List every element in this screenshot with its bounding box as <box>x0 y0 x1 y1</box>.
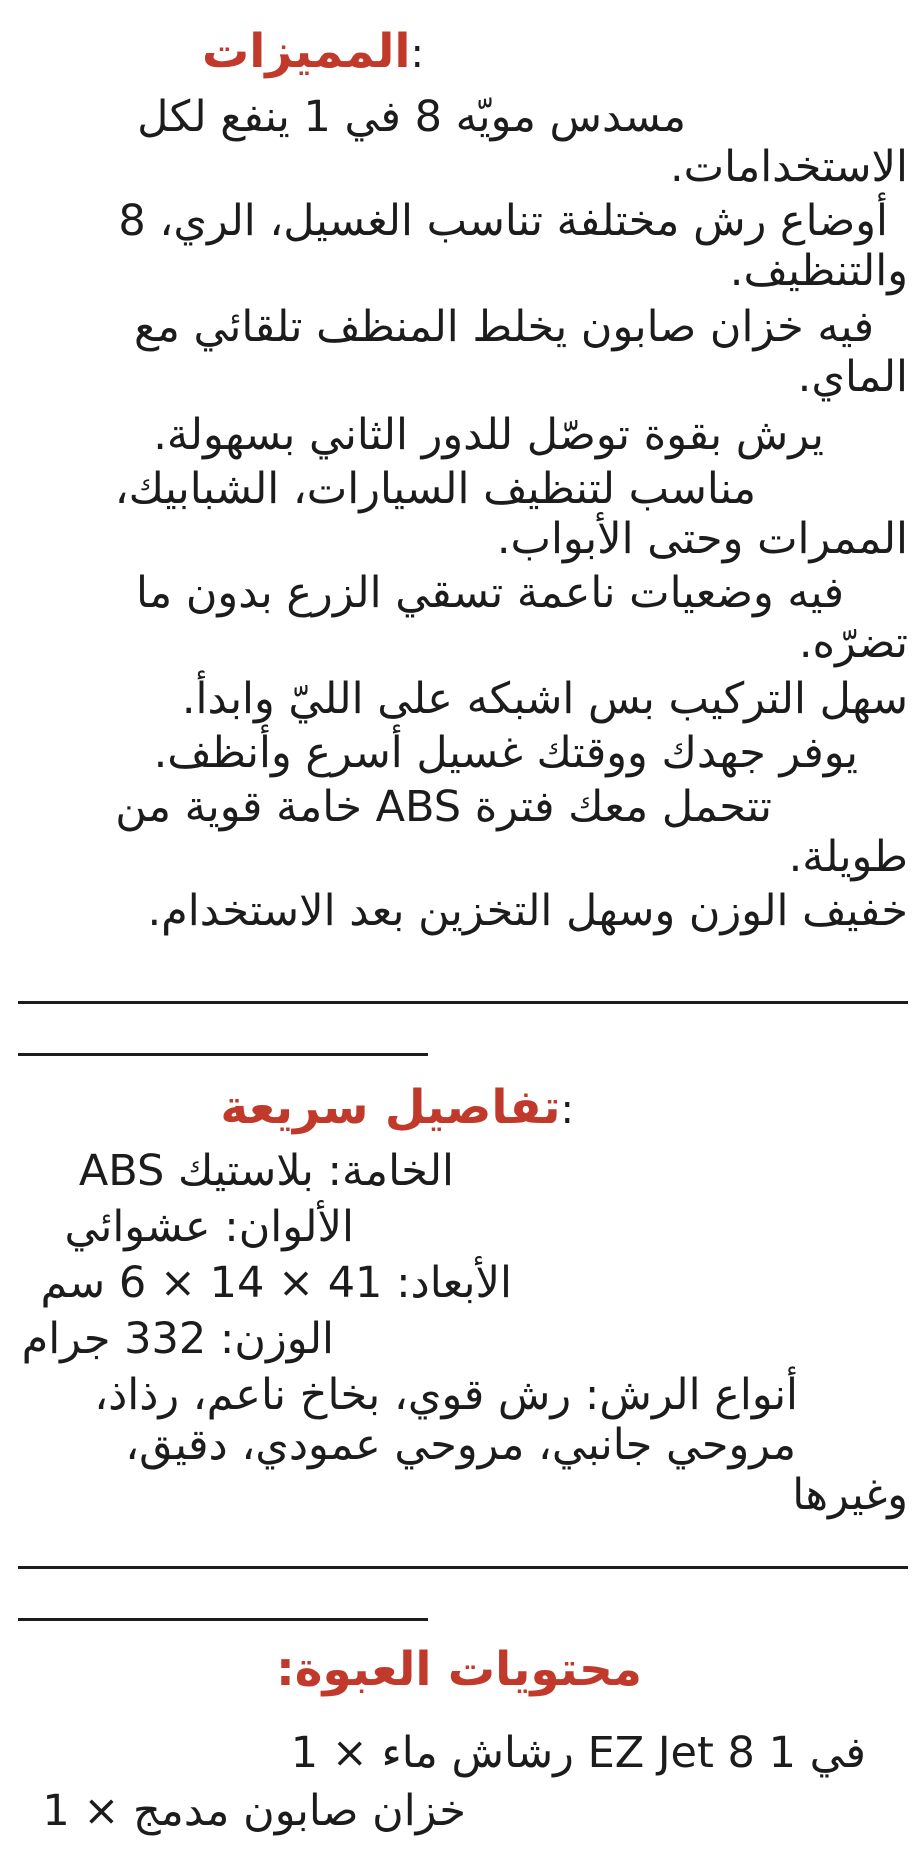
detail-line: ABS الخامة: بلاستيك <box>78 1146 454 1196</box>
feature-line: يوفر جهدك ووقتك غسيل أسرع وأنظف. <box>153 728 858 778</box>
feature-line: خفيف الوزن وسهل التخزين بعد الاستخدام. <box>147 886 908 936</box>
heading-colon: : <box>560 1087 574 1133</box>
feature-line: مسدس مويّه 8 في 1 ينفع لكل <box>137 92 686 142</box>
detail-line: الوزن: 332 جرام <box>21 1314 334 1364</box>
detail-line: الألوان: عشوائي <box>64 1202 354 1252</box>
detail-line: مروحي جانبي، مروحي عمودي، دقيق، <box>125 1420 796 1470</box>
feature-line: فيه وضعيات ناعمة تسقي الزرع بدون ما <box>136 568 844 618</box>
divider-short <box>18 1618 428 1621</box>
feature-line: يرش بقوة توصّل للدور الثاني بسهولة. <box>153 410 824 460</box>
feature-line: أوضاع رش مختلفة تناسب الغسيل، الري، 8 <box>118 196 888 246</box>
detail-line: وغيرها <box>792 1470 908 1520</box>
feature-line: فيه خزان صابون يخلط المنظف تلقائي مع <box>133 302 874 352</box>
divider-long <box>18 1566 908 1569</box>
feature-line: والتنظيف. <box>729 246 908 296</box>
feature-line: تضرّه. <box>798 618 908 668</box>
detail-line: الأبعاد: 41 × 14 × 6 سم <box>40 1258 512 1308</box>
heading-colon: : <box>410 31 424 77</box>
detail-line: أنواع الرش: رش قوي، بخاخ ناعم، رذاذ، <box>94 1370 798 1420</box>
divider-long <box>18 1001 908 1004</box>
feature-line: تتحمل معك فترة ABS خامة قوية من <box>115 782 772 832</box>
feature-line: طويلة. <box>788 832 908 882</box>
feature-line: سهل التركيب بس اشبكه على الليّ وابدأ. <box>181 674 908 724</box>
contents-heading <box>276 1640 642 1700</box>
feature-line: الممرات وحتى الأبواب. <box>496 514 908 564</box>
contents-line: في 1 8 EZ Jet رشاش ماء × 1 <box>290 1728 866 1778</box>
feature-line: الاستخدامات. <box>669 142 908 192</box>
details-heading <box>220 1078 574 1140</box>
contents-heading-label: محتويات العبوة: <box>276 1642 642 1697</box>
contents-line: خزان صابون مدمج × 1 <box>42 1786 466 1836</box>
details-heading-label: تفاصيل سريعة <box>220 1080 561 1135</box>
feature-line: الماي. <box>797 352 908 402</box>
divider-short <box>18 1053 428 1056</box>
features-heading-label: المميزات <box>201 24 411 79</box>
features-heading <box>202 22 424 84</box>
feature-line: مناسب لتنظيف السيارات، الشبابيك، <box>114 464 756 514</box>
